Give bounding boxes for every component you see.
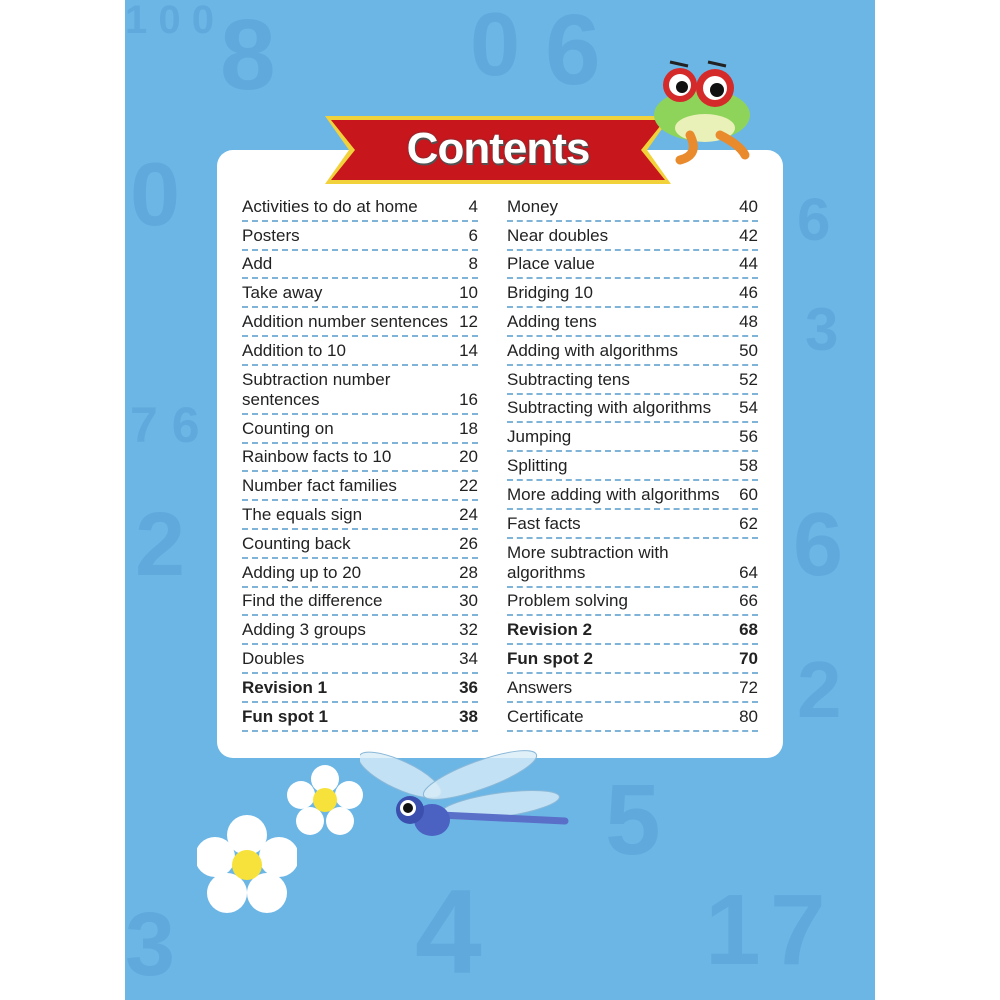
contents-entry bbox=[242, 559, 478, 588]
background-digit: 0 bbox=[130, 145, 181, 245]
contents-list-right bbox=[507, 193, 758, 732]
contents-entry bbox=[242, 444, 478, 473]
entry-title: Number fact families bbox=[242, 476, 397, 496]
small-flower-illustration bbox=[285, 765, 365, 835]
entry-title: Adding with algorithms bbox=[507, 340, 679, 360]
contents-entry bbox=[507, 588, 758, 617]
contents-entry bbox=[242, 530, 478, 559]
entry-page-number: 66 bbox=[739, 591, 758, 611]
entry-title: Fun spot 1 bbox=[242, 706, 328, 726]
entry-title: Doubles bbox=[242, 648, 305, 668]
entry-page-number: 42 bbox=[739, 225, 758, 245]
background-digit: 2 bbox=[797, 645, 842, 734]
entry-page-number: 68 bbox=[739, 620, 758, 640]
contents-entry bbox=[507, 395, 758, 424]
entry-title: Addition number sentences bbox=[242, 311, 449, 331]
entry-title: Rainbow facts to 10 bbox=[242, 447, 392, 467]
contents-entry bbox=[242, 308, 478, 337]
entry-title: Splitting bbox=[507, 455, 568, 475]
contents-entry bbox=[507, 481, 758, 510]
entry-page-number: 72 bbox=[739, 677, 758, 697]
entry-title: Certificate bbox=[507, 706, 584, 726]
entry-page-number: 12 bbox=[459, 311, 478, 331]
entry-title: Addition to 10 bbox=[242, 340, 346, 360]
entry-page-number: 50 bbox=[739, 340, 758, 360]
contents-entry bbox=[242, 501, 478, 530]
entry-page-number: 56 bbox=[739, 427, 758, 447]
entry-title: Fast facts bbox=[507, 513, 581, 533]
contents-page bbox=[125, 0, 875, 1000]
contents-entry bbox=[507, 616, 758, 645]
entry-title: More adding with algorithms bbox=[507, 484, 720, 504]
contents-entry bbox=[507, 539, 758, 588]
contents-entry bbox=[507, 308, 758, 337]
contents-entry bbox=[242, 616, 478, 645]
entry-page-number: 48 bbox=[739, 311, 758, 331]
entry-page-number: 62 bbox=[739, 513, 758, 533]
entry-title: The equals sign bbox=[242, 504, 363, 524]
entry-page-number: 20 bbox=[459, 447, 478, 467]
entry-title: Place value bbox=[507, 254, 595, 274]
contents-entry bbox=[242, 703, 478, 732]
entry-page-number: 6 bbox=[468, 225, 478, 245]
entry-title: Bridging 10 bbox=[507, 283, 594, 303]
contents-entry bbox=[242, 251, 478, 280]
entry-page-number: 46 bbox=[739, 283, 758, 303]
entry-title: Posters bbox=[242, 225, 300, 245]
contents-entry bbox=[242, 366, 478, 415]
page-title: Contents bbox=[406, 124, 590, 173]
background-digit: 3 bbox=[125, 895, 176, 995]
entry-page-number: 18 bbox=[459, 418, 478, 438]
entry-page-number: 70 bbox=[739, 648, 758, 668]
contents-entry bbox=[242, 337, 478, 366]
contents-entry bbox=[507, 452, 758, 481]
contents-entry bbox=[507, 510, 758, 539]
entry-page-number: 10 bbox=[459, 283, 478, 303]
entry-page-number: 8 bbox=[468, 254, 478, 274]
entry-page-number: 28 bbox=[459, 562, 478, 582]
entry-title: Money bbox=[507, 196, 559, 216]
contents-entry bbox=[507, 423, 758, 452]
contents-list-left bbox=[242, 193, 478, 732]
entry-title: Find the difference bbox=[242, 591, 383, 611]
contents-entry bbox=[242, 193, 478, 222]
entry-title: Adding 3 groups bbox=[242, 620, 366, 640]
entry-title: Subtracting with algorithms bbox=[507, 398, 712, 418]
entry-page-number: 40 bbox=[739, 196, 758, 216]
entry-title: Subtraction number sentences bbox=[242, 369, 391, 409]
contents-entry bbox=[507, 337, 758, 366]
frog-illustration bbox=[630, 40, 760, 170]
contents-entry bbox=[507, 222, 758, 251]
contents-entry bbox=[242, 279, 478, 308]
entry-page-number: 80 bbox=[739, 706, 758, 726]
entry-title: More subtraction with algorithms bbox=[507, 542, 669, 582]
contents-entry bbox=[507, 193, 758, 222]
background-digit: 7 6 bbox=[130, 397, 200, 453]
entry-page-number: 52 bbox=[739, 369, 758, 389]
contents-entry bbox=[507, 703, 758, 732]
background-digit: 6 bbox=[545, 0, 601, 106]
entry-page-number: 24 bbox=[459, 504, 478, 524]
entry-page-number: 30 bbox=[459, 591, 478, 611]
entry-title: Jumping bbox=[507, 427, 572, 447]
contents-entry bbox=[507, 251, 758, 280]
entry-title: Revision 2 bbox=[507, 620, 593, 640]
contents-entry bbox=[242, 674, 478, 703]
entry-title: Near doubles bbox=[507, 225, 609, 245]
entry-page-number: 64 bbox=[739, 562, 758, 582]
dragonfly-illustration bbox=[360, 745, 585, 865]
background-digit: 1 bbox=[705, 874, 761, 986]
entry-page-number: 54 bbox=[739, 398, 758, 418]
entry-title: Take away bbox=[242, 283, 323, 303]
entry-title: Subtracting tens bbox=[507, 369, 630, 389]
entry-page-number: 44 bbox=[739, 254, 758, 274]
entry-title: Problem solving bbox=[507, 591, 628, 611]
entry-title: Counting back bbox=[242, 533, 351, 553]
contents-entry bbox=[507, 279, 758, 308]
contents-entry bbox=[242, 222, 478, 251]
entry-page-number: 22 bbox=[459, 476, 478, 496]
large-flower-illustration bbox=[197, 815, 297, 915]
entry-title: Adding up to 20 bbox=[242, 562, 362, 582]
entry-page-number: 38 bbox=[459, 706, 478, 726]
entry-title: Counting on bbox=[242, 418, 334, 438]
background-digit: 0 bbox=[470, 0, 521, 95]
contents-entry bbox=[242, 472, 478, 501]
contents-entry bbox=[507, 366, 758, 395]
entry-page-number: 34 bbox=[459, 648, 478, 668]
contents-entry bbox=[242, 588, 478, 617]
entry-title: Activities to do at home bbox=[242, 196, 418, 216]
entry-title: Revision 1 bbox=[242, 677, 328, 697]
entry-page-number: 16 bbox=[459, 389, 478, 409]
background-digit: 2 bbox=[135, 495, 186, 595]
contents-entry bbox=[242, 645, 478, 674]
entry-page-number: 4 bbox=[468, 196, 478, 216]
entry-page-number: 32 bbox=[459, 620, 478, 640]
entry-title: Fun spot 2 bbox=[507, 648, 593, 668]
background-digit: 3 bbox=[805, 296, 839, 363]
contents-entry bbox=[507, 645, 758, 674]
entry-page-number: 26 bbox=[459, 533, 478, 553]
entry-page-number: 36 bbox=[459, 677, 478, 697]
entry-title: Add bbox=[242, 254, 273, 274]
background-digit: 6 bbox=[793, 495, 844, 595]
background-digit: 6 bbox=[797, 186, 831, 253]
background-digit: 1 0 0 bbox=[125, 0, 214, 42]
background-digit: 7 bbox=[770, 874, 826, 986]
entry-title: Adding tens bbox=[507, 311, 597, 331]
contents-entry bbox=[507, 674, 758, 703]
background-digit: 8 bbox=[220, 0, 276, 111]
entry-page-number: 58 bbox=[739, 455, 758, 475]
contents-entry bbox=[242, 415, 478, 444]
background-digit: 4 bbox=[415, 865, 482, 999]
background-digit: 5 bbox=[605, 764, 661, 876]
entry-page-number: 60 bbox=[739, 484, 758, 504]
entry-title: Answers bbox=[507, 677, 573, 697]
entry-page-number: 14 bbox=[459, 340, 478, 360]
